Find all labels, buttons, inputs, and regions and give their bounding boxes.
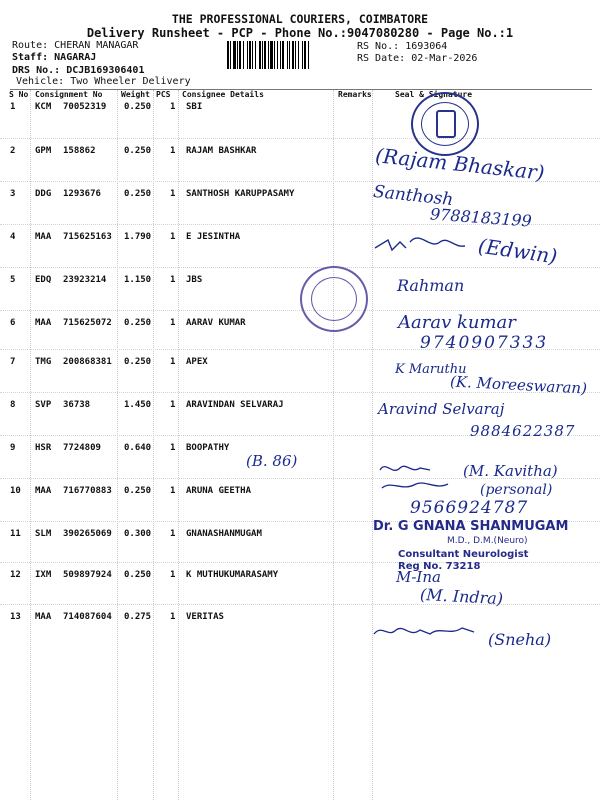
handwritten-name-row-7: (K. Moreeswaran) [449, 372, 588, 398]
handwritten-phone-row-8: 9884622387 [470, 422, 576, 440]
handwritten-name-row-10: (M. Kavitha) [463, 462, 558, 480]
row-divider [0, 267, 600, 268]
row-divider [0, 604, 600, 605]
row-weight: 0.250 [124, 146, 152, 156]
row-consignment-type: GPM [35, 146, 52, 156]
row-pcs: 1 [170, 232, 176, 242]
row-sno: 8 [10, 400, 16, 410]
row-consignment-type: MAA [35, 318, 52, 328]
grid-line [153, 90, 154, 800]
row-consignment-number: 70052319 [63, 102, 107, 112]
handwritten-signature-row-8: Aravind Selvaraj [378, 400, 505, 418]
row-consignee: ARAVINDAN SELVARAJ [186, 400, 284, 410]
row-sno: 5 [10, 275, 16, 285]
row-consignment-type: SLM [35, 529, 52, 539]
doctor-stamp-reg: Reg No. 73218 [398, 561, 481, 572]
vehicle-line [16, 76, 191, 87]
row-sno: 7 [10, 357, 16, 367]
row-consignment-type: KCM [35, 102, 52, 112]
handwritten-note-row-9: (B. 86) [246, 452, 298, 470]
col-sno: S No [9, 90, 29, 99]
row-consignee: APEX [186, 357, 208, 367]
row-consignment-number: 36738 [63, 400, 91, 410]
row-weight: 0.250 [124, 357, 152, 367]
row-consignment-number: 715625163 [63, 232, 112, 242]
row-sno: 2 [10, 146, 16, 156]
col-remarks: Remarks [338, 90, 372, 99]
handwritten-name-row-13: (Sneha) [488, 630, 552, 649]
col-pcs: PCS [156, 90, 171, 99]
grid-line [178, 90, 179, 800]
row-consignee: GNANASHANMUGAM [186, 529, 262, 539]
signature-scribble-row-4 [370, 220, 480, 260]
handwritten-signature-row-12: M-Ina [396, 568, 441, 586]
drs-line [12, 65, 144, 76]
handwritten-signature-row-5: Rahman [397, 276, 465, 295]
row-pcs: 1 [170, 189, 176, 199]
handwritten-signature-row-2: (Rajam Bhaskar) [374, 143, 546, 185]
handwritten-signature-row-4: (Edwin) [476, 233, 559, 269]
runsheet-subtitle: Delivery Runsheet - PCP - Phone No.:9047080280 - Page No.:1 [86, 26, 514, 40]
row-consignment-number: 23923214 [63, 275, 107, 285]
rs-no-label: RS No.: [357, 41, 400, 52]
row-sno: 9 [10, 443, 16, 453]
row-consignee: VERITAS [186, 612, 224, 622]
row-divider [0, 138, 600, 139]
row-divider [0, 562, 600, 563]
col-weight: Weight [121, 90, 150, 99]
row-pcs: 1 [170, 570, 176, 580]
row-consignee: SANTHOSH KARUPPASAMY [186, 189, 295, 199]
row-sno: 11 [10, 529, 21, 539]
row-weight: 1.150 [124, 275, 152, 285]
round-seal-stamp [411, 92, 479, 156]
row-consignee: JBS [186, 275, 203, 285]
row-divider [0, 310, 600, 311]
row-weight: 0.250 [124, 102, 152, 112]
row-consignee: E JESINTHA [186, 232, 241, 242]
row-pcs: 1 [170, 400, 176, 410]
row-consignee: SBI [186, 102, 203, 112]
handwritten-signature-row-3: Santhosh [372, 181, 455, 211]
row-pcs: 1 [170, 443, 176, 453]
drs-label: DRS No.: [12, 65, 61, 76]
row-consignment-number: 1293676 [63, 189, 101, 199]
row-pcs: 1 [170, 275, 176, 285]
signature-scribble-row-10 [376, 456, 466, 496]
handwritten-signature-row-7: K Maruthu [395, 362, 467, 377]
doctor-stamp-title: Consultant Neurologist [398, 549, 529, 560]
row-consignment-number: 200868381 [63, 357, 112, 367]
row-consignment-type: TMG [35, 357, 52, 367]
handwritten-phone-row-6: 9740907333 [420, 333, 549, 353]
vehicle-value: Two Wheeler Delivery [70, 76, 191, 87]
row-consignment-number: 7724809 [63, 443, 101, 453]
row-consignee: AARAV KUMAR [186, 318, 246, 328]
rs-no-value: 1693064 [405, 41, 448, 52]
signature-scribble-row-13 [370, 616, 480, 646]
row-pcs: 1 [170, 318, 176, 328]
handwritten-phone-row-10: 9566924787 [410, 498, 529, 518]
handwritten-name-row-12: (M. Indra) [419, 584, 504, 609]
row-weight: 0.250 [124, 486, 152, 496]
barcode [227, 41, 354, 69]
grid-line [117, 90, 118, 800]
row-sno: 3 [10, 189, 16, 199]
row-consignment-number: 715625072 [63, 318, 112, 328]
route-label: Route: [12, 40, 49, 51]
drs-value: DCJB169306401 [66, 65, 145, 76]
row-sno: 1 [10, 102, 16, 112]
row-consignee: ARUNA GEETHA [186, 486, 252, 496]
doctor-stamp-name: Dr. G GNANA SHANMUGAM [373, 519, 569, 534]
row-pcs: 1 [170, 146, 176, 156]
row-consignment-type: SVP [35, 400, 52, 410]
row-consignment-type: MAA [35, 232, 52, 242]
row-consignment-number: 390265069 [63, 529, 112, 539]
row-sno: 4 [10, 232, 16, 242]
handwritten-note-row-10: (personal) [480, 482, 553, 498]
row-weight: 0.640 [124, 443, 152, 453]
row-consignee: K MUTHUKUMARASAMY [186, 570, 279, 580]
row-pcs: 1 [170, 612, 176, 622]
row-pcs: 1 [170, 102, 176, 112]
row-consignment-number: 716770883 [63, 486, 112, 496]
row-consignment-type: MAA [35, 486, 52, 496]
route-value: CHERAN MANAGAR [54, 40, 139, 51]
row-weight: 1.790 [124, 232, 152, 242]
row-sno: 13 [10, 612, 21, 622]
doctor-stamp-degree: M.D., D.M.(Neuro) [447, 536, 528, 546]
rs-date-label: RS Date: [357, 53, 406, 64]
row-pcs: 1 [170, 486, 176, 496]
row-consignment-type: EDQ [35, 275, 52, 285]
row-pcs: 1 [170, 357, 176, 367]
row-consignment-type: DDG [35, 189, 52, 199]
rs-no-line [357, 41, 447, 52]
row-weight: 0.250 [124, 189, 152, 199]
rs-date-value: 02-Mar-2026 [411, 53, 478, 64]
col-consignee: Consignee Details [182, 90, 264, 99]
rs-date-line [357, 53, 477, 64]
handwritten-signature-row-6: Aarav kumar [398, 312, 516, 333]
row-pcs: 1 [170, 529, 176, 539]
row-consignee: BOOPATHY [186, 443, 230, 453]
row-consignment-type: HSR [35, 443, 52, 453]
row-sno: 12 [10, 570, 21, 580]
row-sno: 10 [10, 486, 21, 496]
company-title: THE PROFESSIONAL COURIERS, COIMBATORE [171, 12, 429, 26]
staff-line [12, 52, 96, 63]
row-weight: 0.250 [124, 570, 152, 580]
col-consignment: Consignment No [35, 90, 103, 99]
handwritten-phone-row-3: 9788183199 [429, 204, 533, 231]
row-weight: 0.300 [124, 529, 152, 539]
round-seal-stamp-purple [300, 266, 368, 332]
staff-value: NAGARAJ [54, 52, 97, 63]
row-weight: 0.250 [124, 318, 152, 328]
grid-line [333, 90, 334, 800]
row-consignee: RAJAM BASHKAR [186, 146, 257, 156]
row-consignment-number: 509897924 [63, 570, 112, 580]
staff-label: Staff: [12, 52, 49, 63]
grid-line [30, 90, 31, 800]
row-consignment-number: 158862 [63, 146, 96, 156]
route-line [12, 40, 138, 51]
row-weight: 1.450 [124, 400, 152, 410]
row-consignment-number: 714087604 [63, 612, 112, 622]
row-consignment-type: MAA [35, 612, 52, 622]
vehicle-label: Vehicle: [16, 76, 65, 87]
row-sno: 6 [10, 318, 16, 328]
row-weight: 0.275 [124, 612, 152, 622]
col-seal-signature: Seal & Signature [395, 90, 473, 99]
row-consignment-type: IXM [35, 570, 52, 580]
